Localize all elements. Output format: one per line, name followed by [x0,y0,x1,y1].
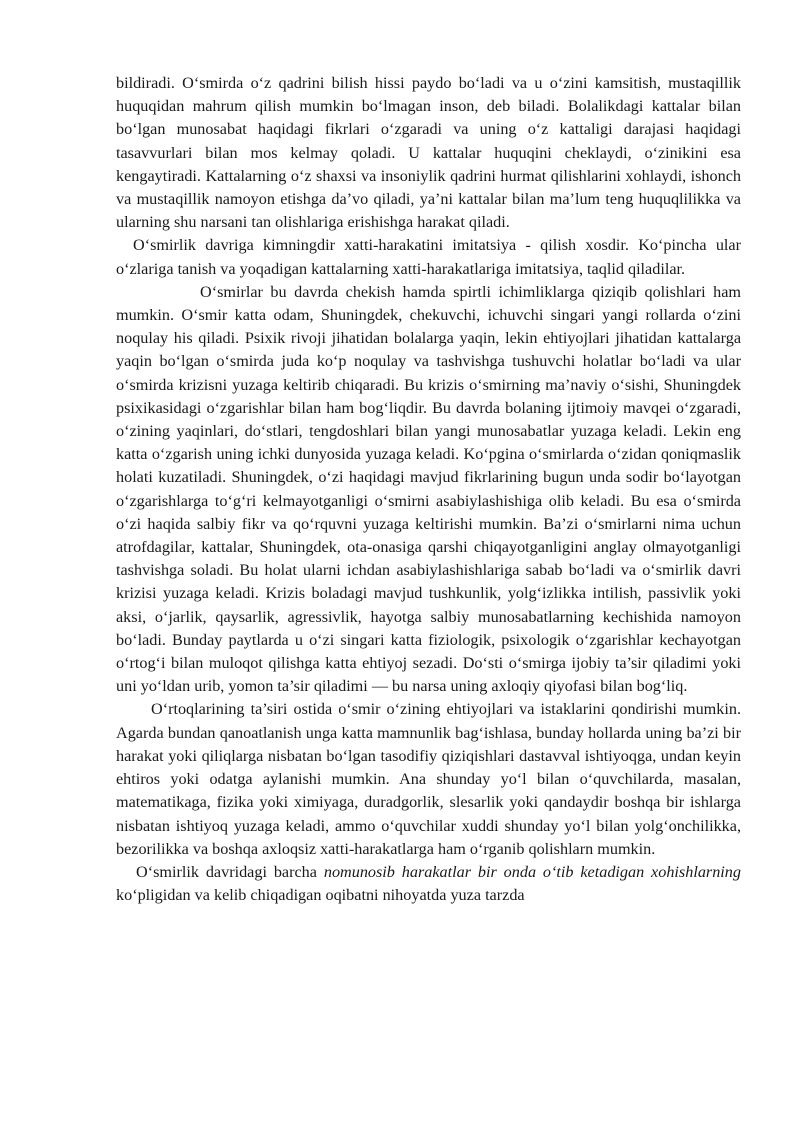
paragraph: O‘smirlar bu davrda chekish hamda spirtli ichimliklarga qiziqib qolishlari ham mumkin. O‘smir katta odam, Shuningdek, chekuvchi, ichuvchi singari yangi rollarda o‘zini noqulay his qiladi. Psixik rivoji jihatidan bolalarga yaqin, lekin ehtiyojlari jihatidan kattalarga yaqin bo‘lgan o‘smirda juda ko‘p noqulay va tashvishga tushuvchi holatlar bo‘ladi va ular o‘smirda krizisni yuzaga keltirib chiqaradi. Bu krizis o‘smirning ma’naviy o‘sishi, Shuningdek psixikasidagi o‘zgarishlar bilan ham bog‘liqdir. Bu davrda bolaning ijtimoiy mavqei o‘zgaradi, o‘zining yaqinlari, do‘stlari, tengdoshlari bilan yangi munosabatlar yuzaga keladi. Lekin eng katta o‘zgarish uning ichki dunyosida yuzaga keladi. Ko‘pgina o‘smirlarda o‘zidan qoniqmaslik holati kuzatiladi. Shuningdek, o‘zi haqidagi mavjud fikrlarining bugun unda sodir bo‘layotgan o‘zgarishlarga to‘g‘ri kelmayotganligi o‘smirni asabiylashishiga olib keladi. Bu esa o‘smirda o‘zi haqida salbiy fikr va qo‘rquvni yuzaga keltirishi mumkin. Ba’zi o‘smirlarni nima uchun atrofdagilar, kattalar, Shuningdek, ota-onasiga qarshi chiqayotganligini anglay olmayotganligi tashvishga soladi. Bu holat ularni ichdan asabiylashishlariga sabab bo‘ladi va o‘smirlik davri krizisi yuzaga keladi. Krizis boladagi mavjud tushkunlik, yolg‘izlikka intilish, passivlik yoki aksi, o‘jarlik, qaysarlik, agressivlik, hayotga salbiy munosabatlarning kechishida namoyon bo‘ladi. Bunday paytlarda u o‘zi singari katta fiziologik, psixologik o‘zgarishlar kechayotgan o‘rtog‘i bilan muloqot qilishga katta ehtiyoj sezadi. Do‘sti o‘smirga ijobiy ta’sir qiladimi yoki uni yo‘ldan urib, yomon ta’sir qiladimi — bu narsa uning axloqiy qiyofasi bilan bog‘liq. [116,282,741,696]
paragraph: O‘rtoqlarining ta’siri ostida o‘smir o‘zining ehtiyojlari va istaklarini qondirishi mumkin. Agarda bundan qanoatlanish unga katta mamnunlik bag‘ishlasa, bunday hollarda uning ba’zi bir harakat yoki qiliqlarga nisbatan bo‘lgan tasodifiy qiziqishlari dastavval ishtiyoqga, undan keyin ehtiros yoki odatga aylanishi mumkin. Ana shunday yo‘l bilan o‘quvchilarda, masalan, matematikaga, fizika yoki ximiyaga, duradgorlik, slesarlik yoki qandaydir boshqa bir ishlarga nisbatan ishtiyoq yuzaga keladi, ammo o‘quvchilar xuddi shunday yo‘l bilan yolg‘onchilikka, bezorilikka va boshqa axloqsiz xatti-harakatlarga ham o‘rganib qolishlarn mumkin. [116,700,741,858]
paragraph [116,861,741,907]
paragraph-tail-text: ko‘pligidan va kelib chiqadigan oqibatni nihoyatda yuza tarzda [116,886,525,905]
paragraph: O‘smirlik davriga kimningdir xatti-harakatini imitatsiya - qilish xosdir. Ko‘pincha ular o‘zlariga tanish va yoqadigan kattalarning xatti-harakatlariga imitatsiya, taqlid qiladilar. [116,236,741,278]
paragraph-italic-text: nomunosib harakatlar bir onda o‘tib ketadigan xohishlarning [323,862,741,881]
paragraph-lead-text: O‘smirlik davridagi barcha [136,862,324,881]
body-text [116,72,741,907]
paragraph: bildiradi. O‘smirda o‘z qadrini bilish hissi paydo bo‘ladi va u o‘zini kamsitish, mustaqillik huquqidan mahrum qilish mumkin bo‘lmagan inson, deb biladi. Bolalikdagi kattalar bilan bo‘lgan munosabat haqidagi fikrlari o‘zgaradi va uning o‘z kattaligi darajasi haqidagi tasavvurlari bilan mos kelmay qoladi. U kattalar huquqini cheklaydi, o‘zinikini esa kengaytiradi. Kattalarning o‘z shaxsi va insoniylik qadrini hurmat qilishlarini xohlaydi, ishonch va mustaqillik namoyon etishga da’vo qiladi, ya’ni kattalar bilan ma’lum teng huquqlilikka va ularning shu narsani tan olishlariga erishishga harakat qiladi. [116,74,741,232]
